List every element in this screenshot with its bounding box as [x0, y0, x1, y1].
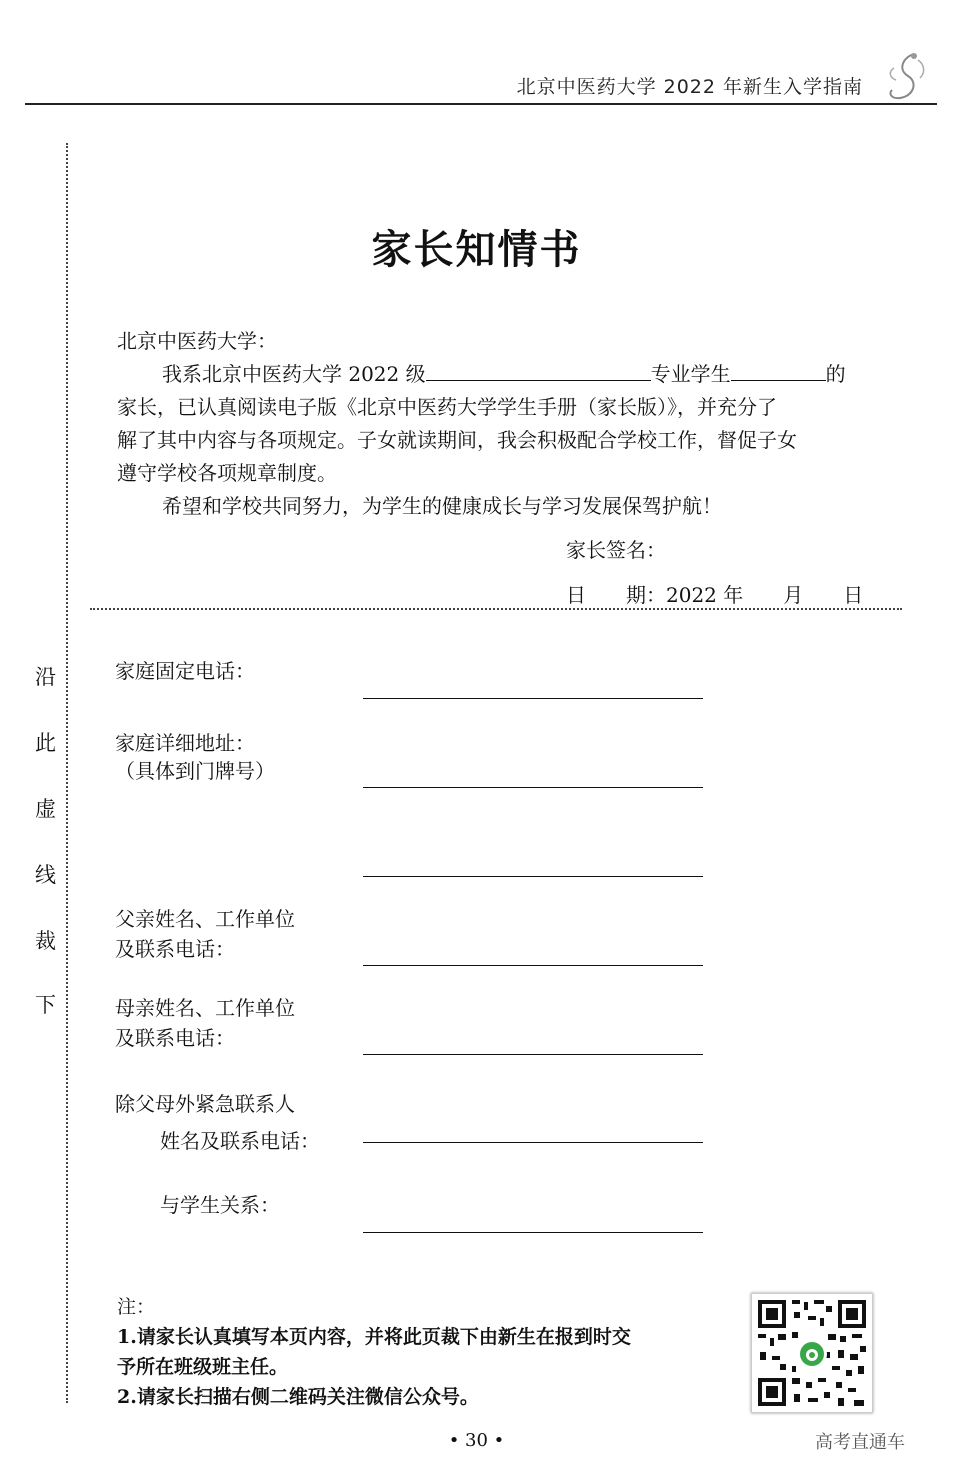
home-phone-field[interactable] [363, 698, 703, 699]
mother-info-label: 母亲姓名、工作单位 [115, 996, 295, 1020]
watermark-text: 高考直通车 [815, 1432, 905, 1453]
statement-text: 的 [825, 362, 846, 386]
note-heading: 注： [117, 1296, 156, 1318]
wechat-qr-code[interactable] [751, 1293, 873, 1413]
statement-text: 专业学生 [650, 362, 731, 386]
mother-info-label-2: 及联系电话： [115, 1026, 235, 1050]
note-text: 1.请家长认真填写本页内容，并将此页裁下由新生在报到时交 [117, 1326, 631, 1348]
salutation: 北京中医药大学： [117, 329, 277, 353]
statement-line-4: 遵守学校各项规章制度。 [117, 461, 337, 485]
header-title: 北京中医药大学 2022 年新生入学指南 [516, 76, 863, 98]
cut-instruction-char: 下 [35, 993, 56, 1017]
cut-dotted-line [66, 143, 68, 1403]
student-name-blank[interactable] [731, 358, 826, 381]
note-text: 2.请家长扫描右侧二维码关注微信公众号。 [117, 1386, 479, 1408]
qr-code-icon [752, 1294, 872, 1412]
page-number: • 30 • [448, 1430, 505, 1451]
emergency-contact-label: 除父母外紧急联系人 [115, 1092, 295, 1116]
separator-dotted-line [90, 608, 902, 610]
home-phone-label: 家庭固定电话： [115, 659, 255, 683]
relation-label: 与学生关系： [160, 1193, 280, 1217]
emergency-contact-field[interactable] [363, 1142, 703, 1143]
note-item-1-cont [117, 1352, 288, 1382]
address-field-2[interactable] [363, 876, 703, 877]
note-text: 予所在班级班主任。 [117, 1356, 289, 1378]
address-field-1[interactable] [363, 787, 703, 788]
cut-instruction-char: 裁 [35, 929, 56, 953]
page-title: 家长知情书 [371, 227, 582, 273]
cut-instruction-char: 沿 [35, 665, 56, 689]
emergency-contact-label-2: 姓名及联系电话： [160, 1129, 320, 1153]
statement-line-2: 家长，已认真阅读电子版《北京中医药大学学生手册（家长版）》，并充分了 [117, 395, 777, 419]
cut-instruction-char: 线 [35, 863, 56, 887]
statement-line-5: 希望和学校共同努力，为学生的健康成长与学习发展保驾护航！ [162, 494, 722, 518]
date-label: 日 期：2022 年 月 日 [566, 583, 864, 607]
father-info-label-2: 及联系电话： [115, 937, 235, 961]
signature-label: 家长签名： [566, 538, 666, 562]
cut-instruction-char: 此 [35, 731, 56, 755]
father-info-label: 父亲姓名、工作单位 [115, 907, 295, 931]
statement-text: 我系北京中医药大学 2022 级 [162, 362, 426, 386]
relation-field[interactable] [363, 1232, 703, 1233]
address-sublabel: （具体到门牌号） [115, 759, 275, 783]
major-blank[interactable] [426, 358, 651, 381]
address-label: 家庭详细地址： [115, 731, 255, 755]
flourish-ornament-icon [884, 50, 932, 102]
statement-line-3: 解了其中内容与各项规定。子女就读期间，我会积极配合学校工作，督促子女 [117, 428, 797, 452]
mother-info-field[interactable] [363, 1054, 703, 1055]
note-item-1 [117, 1322, 631, 1352]
father-info-field[interactable] [363, 965, 703, 966]
note-item-2 [117, 1382, 479, 1412]
header-rule [25, 103, 937, 105]
statement-line-1 [162, 358, 846, 391]
cut-instruction-char: 虚 [35, 797, 56, 821]
